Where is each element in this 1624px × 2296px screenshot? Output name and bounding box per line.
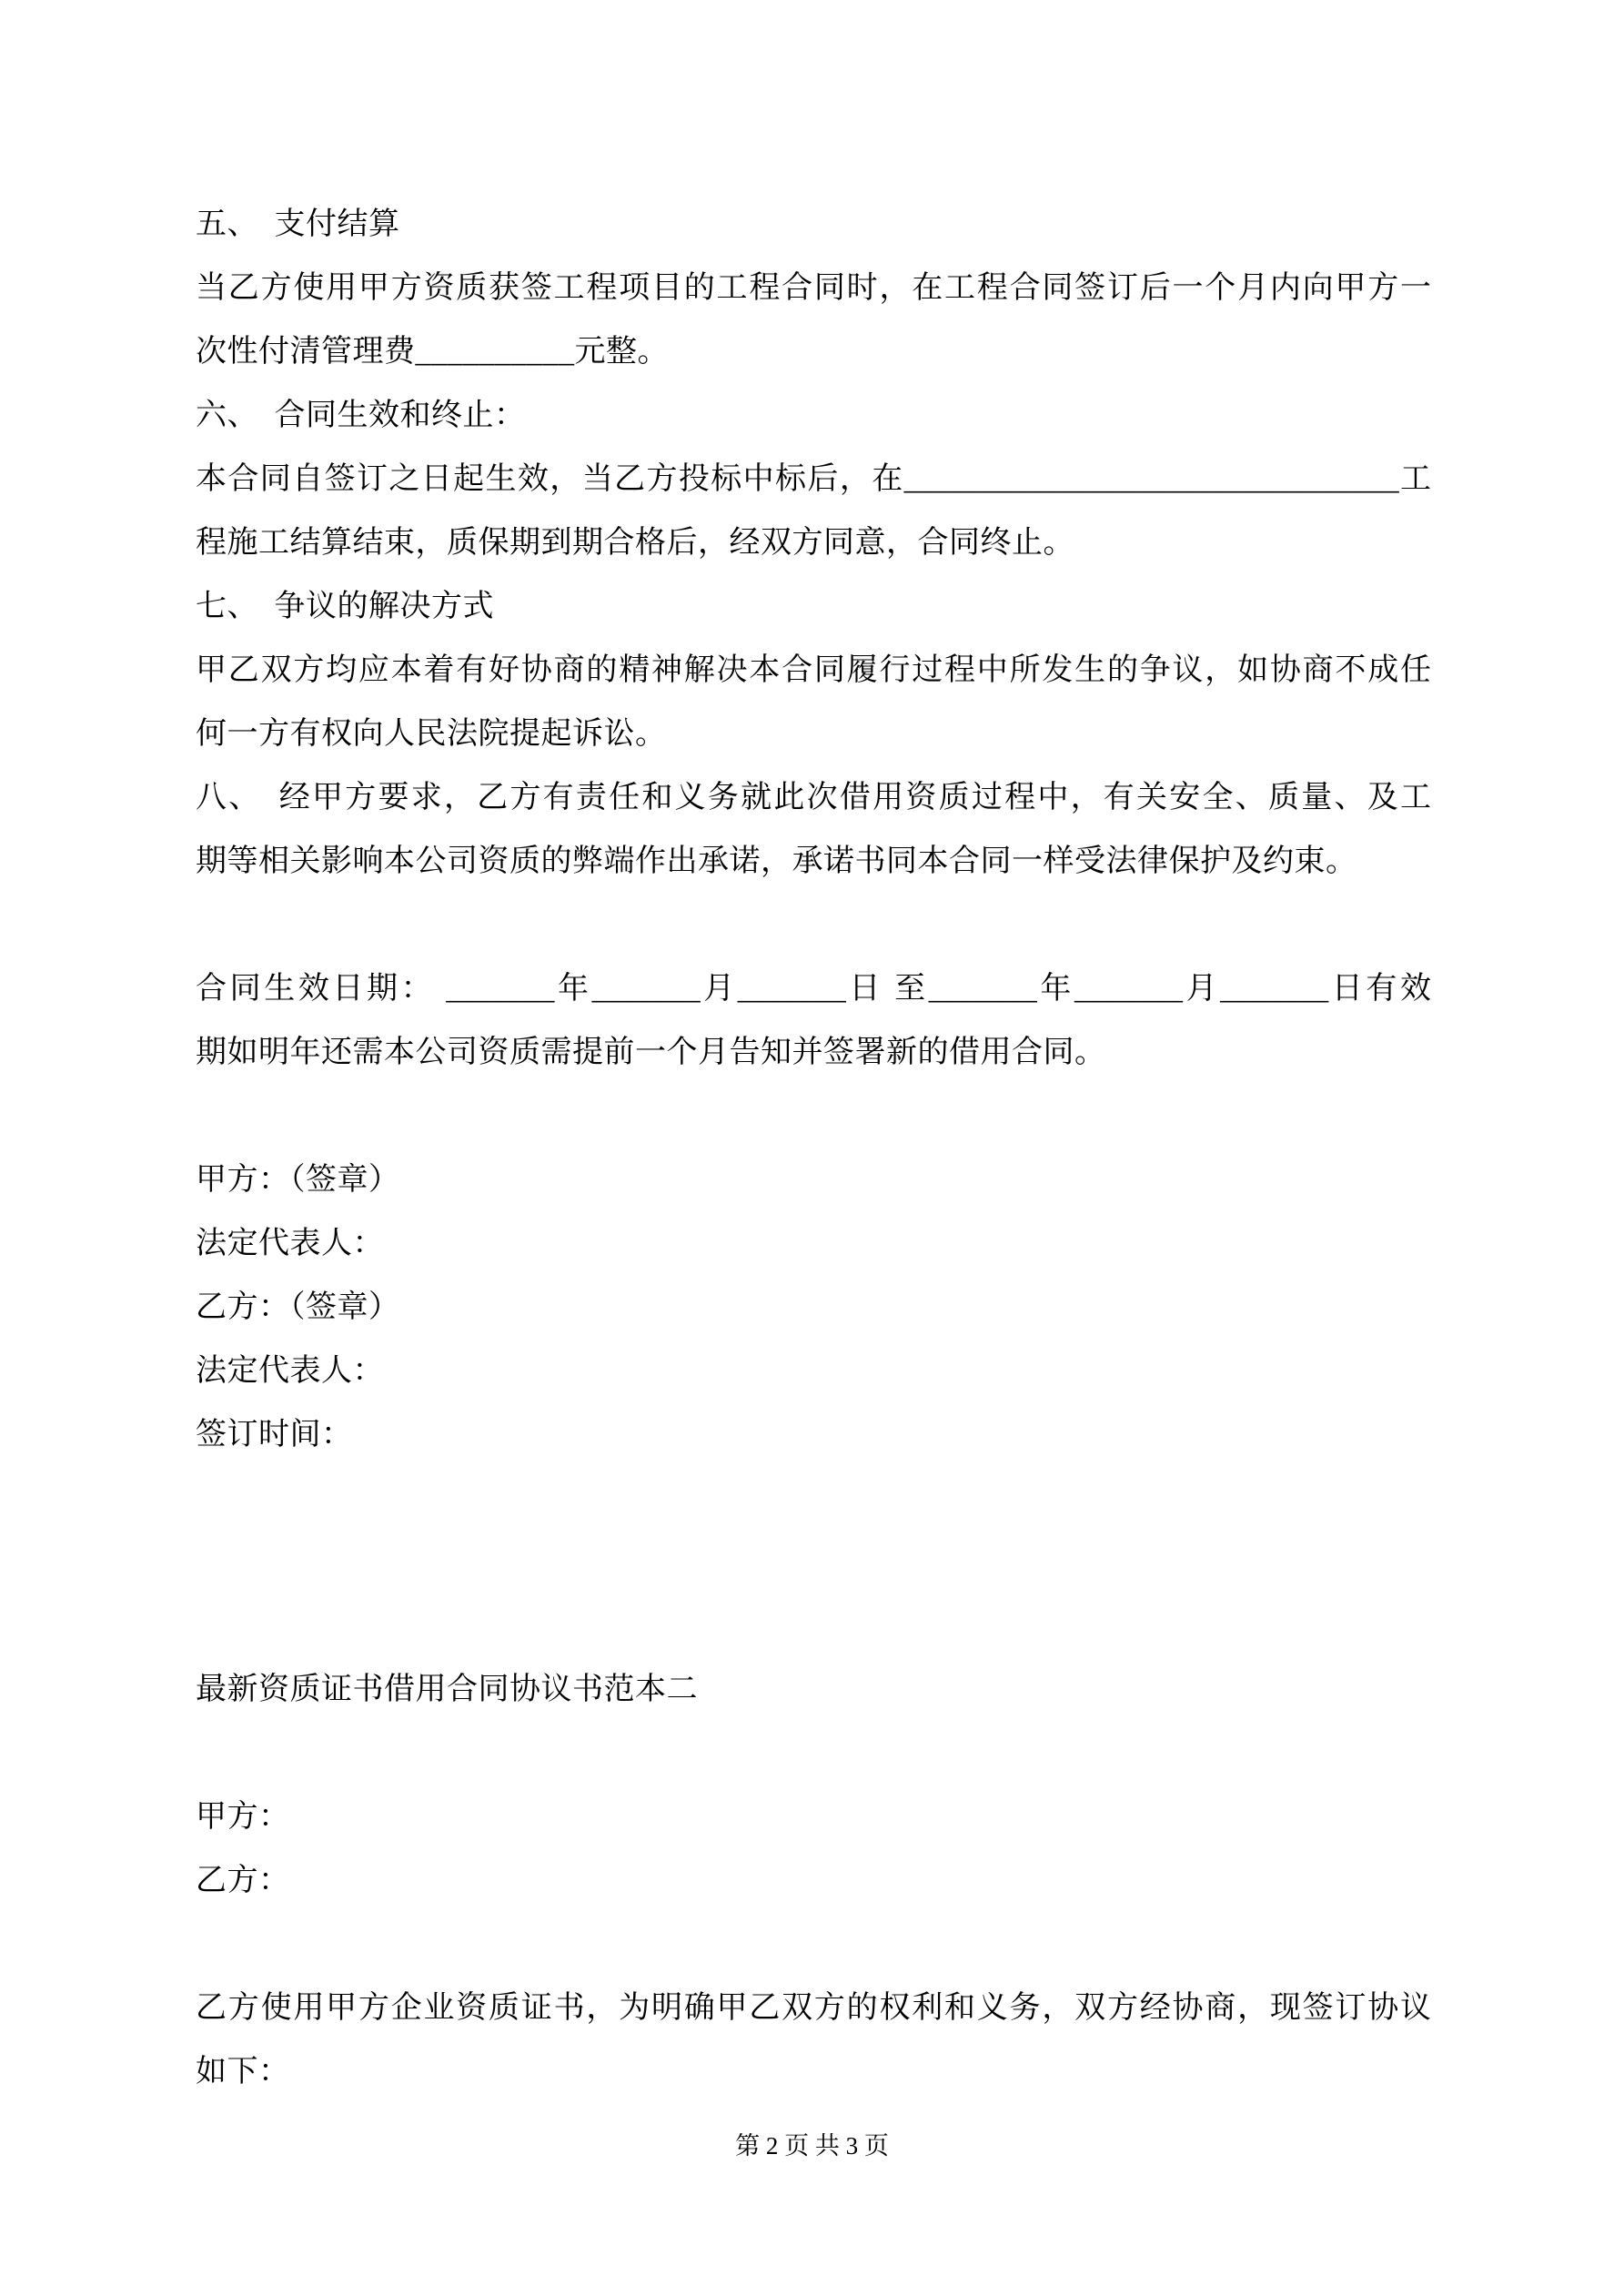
text-line: 甲乙双方均应本着有好协商的精神解决本合同履行过程中所发生的争议，如协商不成任 <box>196 653 1431 687</box>
text-line: 乙方：（签章） <box>196 1290 400 1324</box>
text-line: 乙方使用甲方企业资质证书，为明确甲乙双方的权利和义务，双方经协商，现签订协议 <box>196 1991 1431 2025</box>
blank-line <box>196 1531 1431 1594</box>
blank-line <box>196 1085 1431 1148</box>
text-line: 程施工结算结束，质保期到期合格后，经双方同意，合同终止。 <box>196 526 1074 560</box>
blank-line <box>196 894 1431 957</box>
page-number-label: 第 2 页 共 3 页 <box>735 2132 889 2159</box>
text-line: 期等相关影响本公司资质的弊端作出承诺，承诺书同本合同一样受法律保护及约束。 <box>196 845 1357 878</box>
text-line: 当乙方使用甲方资质获签工程项目的工程合同时，在工程合同签订后一个月内向甲方一 <box>196 271 1431 305</box>
blank-line <box>196 1594 1431 1658</box>
text-line: 乙方： <box>196 1864 290 1897</box>
text-line: 签订时间： <box>196 1418 353 1451</box>
blank-line <box>196 1722 1431 1785</box>
text-line: 法定代表人： <box>196 1354 384 1388</box>
section-heading: 七、 争议的解决方式 <box>196 590 494 623</box>
text-line: 次性付清管理费__________元整。 <box>196 335 669 369</box>
blank-line <box>196 1467 1431 1531</box>
text-line: 合同生效日期： _______年_______月_______日 至_______年_______月_______日有效 <box>196 972 1431 1006</box>
text-line: 期如明年还需本公司资质需提前一个月告知并签署新的借用合同。 <box>196 1036 1106 1069</box>
text-line: 甲方： <box>196 1800 290 1834</box>
document-body <box>196 193 1431 2104</box>
page-number-footer <box>0 2128 1624 2164</box>
text-line: 八、 经甲方要求，乙方有责任和义务就此次借用资质过程中，有关安全、质量、及工 <box>196 781 1431 814</box>
text-line: 如下： <box>196 2055 290 2089</box>
section-heading: 五、 支付结算 <box>196 207 400 241</box>
text-line: 甲方：（签章） <box>196 1163 400 1197</box>
text-line: 法定代表人： <box>196 1227 384 1260</box>
blank-line <box>196 1913 1431 1977</box>
section-heading: 六、 合同生效和终止： <box>196 399 526 432</box>
text-line: 何一方有权向人民法院提起诉讼。 <box>196 717 667 751</box>
text-line: 本合同自签订之日起生效，当乙方投标中标后，在________________________________工 <box>196 462 1431 496</box>
document-title: 最新资质证书借用合同协议书范本二 <box>196 1673 698 1706</box>
